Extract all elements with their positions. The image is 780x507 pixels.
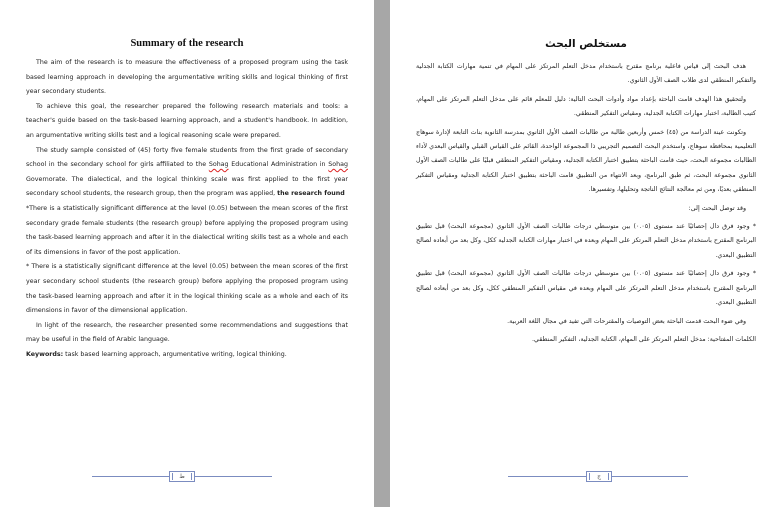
aim-paragraph: هدف البحث إلى قياس فاعلية برنامج مقترح باستخدام مدخل التعلم المرتكز على المهام في تنمية مهارات الكتابة الجدلية والتفكير المنطقي لدى طلاب الصف الأول الثانوي. xyxy=(416,63,756,85)
keywords-paragraph: الكلمات المفتاحية: مدخل التعلم المرتكز على المهام، الكتابة الجدلية، التفكير المنطقي. xyxy=(532,335,756,343)
aim-paragraph: The aim of the research is to measure the effectiveness of a proposed program using the task based learning approach in developing the argumentative writing skills and logical thinking of first year secondary students. xyxy=(26,59,348,96)
finding-1-paragraph: * وجود فرق دال إحصائيًا عند مستوى (٠.٠٥) بين متوسطي درجات طالبات الصف الأول الثانوي (مجموعة البحث) قبل تطبيق البرنامج المقترح باستخدام مدخل التعلم المرتكز على المهام وبعده في اختبار مهارات الكتابة الجدلية ككل، وكل بعد من أبعاده لصالح التطبيق البعدي. xyxy=(416,223,756,259)
page-title: Summary of the research xyxy=(130,38,244,49)
summary-body xyxy=(416,60,756,347)
finding-1-paragraph: *There is a statistically significant difference at the level (0.05) between the mean scores of the first secondary grade female students (the research group) before applying the proposed program using the task-based learning approach and after it in the dialectical writing skills test as a whole and each of its dimensions in favor of the post application. xyxy=(26,204,348,256)
keywords-label: Keywords: xyxy=(26,350,64,358)
findings-intro: وقد توصل البحث إلى: xyxy=(688,204,746,212)
summary-body xyxy=(26,56,348,362)
finding-2-paragraph: * There is a statistically significant difference at the level (0.05) between the mean scores of the first year secondary school students (the research group) before applying the proposed program using the task-based learning approach and after it in the logical thinking scale as a whole and each of its dimensions in favor of the dimensional application. xyxy=(26,263,348,315)
sample-paragraph: وتكونت عينة الدراسة من (٤٥) خمس وأربعين طالبة من طالبات الصف الأول الثانوي بمدرسة الثانوية بنات التابعة لإدارة سوهاج التعليمية بمحافظة سوهاج، واستخدم البحث التصميم التجريبي ذا المجموعة الواحدة، القائم على القياس القبلي والقياس البعدي لأداء الطالبات مجموعة البحث، حيث قامت الباحثة بتطبيق اختبار الكتابة الجدلية، ومقياس التفكير المنطقي قبليًا على طالبات الصف الأول الثانوي مجموعة البحث، ثم طبق البرنامج، وبعد الانتهاء من التطبيق قامت الباحثة بتطبيق اختبار الكتابة الجدلية ومقياس التفكير المنطقي بعديًا، ومن ثم معالجة النتائج الناتجة وتحليلها، وتفسيرها. xyxy=(416,128,756,194)
recommendations-paragraph: وفي ضوء البحث قدمت الباحثة بعض التوصيات والمقترحات التي تفيد في مجال اللغة العربية. xyxy=(507,317,746,325)
sample-paragraph xyxy=(26,144,348,202)
keywords-text: task based learning approach, argumentative writing, logical thinking. xyxy=(63,350,287,358)
keywords-paragraph xyxy=(26,348,348,363)
sample-text-c: Governorate. The dialectical, and the logical thinking scale was first applied to the first year secondary school students, the research group, then the program was applied, xyxy=(26,175,348,198)
misspelled-word: Sohag xyxy=(208,161,229,169)
recommendations-paragraph: In light of the research, the researcher presented some recommendations and suggestions that may be useful in the field of Arabic language. xyxy=(26,321,348,344)
page-gap xyxy=(374,0,390,507)
sample-text-a: The study sample consisted of (45) forty five female students from the first grade of secondary school in the secondary school for girls affiliated to the xyxy=(26,146,348,169)
page-number-box: ج xyxy=(586,471,612,482)
english-summary-page xyxy=(0,0,374,507)
sample-text-b: Educational Administration in xyxy=(228,161,329,169)
page-number-box: ط xyxy=(169,471,195,482)
tools-paragraph: To achieve this goal, the researcher prepared the following research materials and tools: a teacher's guide based on the task-based learning approach, and a student's handbook. In addition, an argumentative writing skills test and a logical reasoning scale were prepared. xyxy=(26,102,348,139)
page-title: مستخلص البحث xyxy=(545,38,627,50)
tools-paragraph: ولتحقيق هذا الهدف قامت الباحثة بإعداد مواد وأدوات البحث التالية: دليل للمعلم قائم على مدخل التعلم المرتكز على المهام، كتيب الطالبة، اختبار مهارات الكتابة الجدلية، ومقياس التفكير المنطقي. xyxy=(416,95,756,118)
arabic-summary-page xyxy=(390,0,780,507)
research-found-label: the research found xyxy=(277,190,345,198)
finding-2-paragraph: * وجود فرق دال إحصائيًا عند مستوى (٠.٠٥) بين متوسطي درجات طالبات الصف الأول الثانوي (مجموعة البحث) قبل تطبيق البرنامج المقترح باستخدام مدخل التعلم المرتكز على المهام وبعده في مقياس التفكير المنطقي ككل، وكل بعد من أبعاده لصالح التطبيق البعدي. xyxy=(416,270,756,307)
misspelled-word: Sohag xyxy=(328,161,348,169)
